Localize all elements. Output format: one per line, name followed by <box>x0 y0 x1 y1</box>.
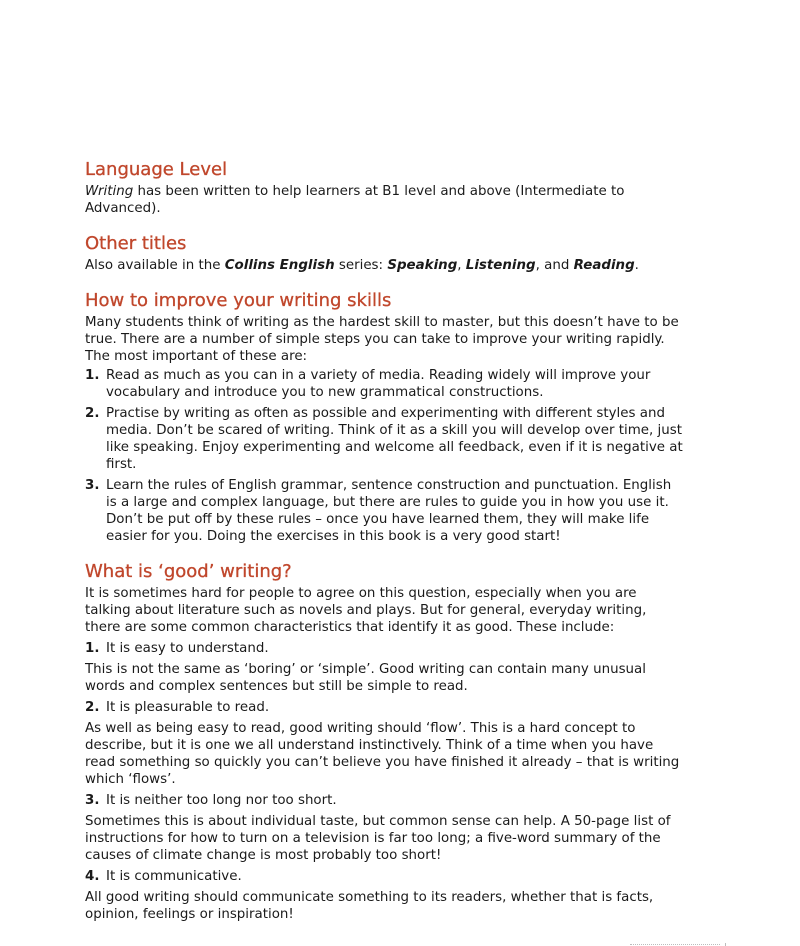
quality-number: 1. <box>85 641 100 656</box>
list-item-number: 3. <box>85 478 100 493</box>
quality-label-text: It is pleasurable to read. <box>106 700 270 715</box>
quality-text: As well as being easy to read, good writing should ‘flow’. This is a hard concept to describe, but it is one we all understand instinctively. Think of a time when you have read something so quickly you can’t believe you have finished it already – that is writing which ‘flows’. <box>85 721 680 787</box>
list-item <box>85 405 685 473</box>
good-writing-section <box>85 560 685 923</box>
quality-text: Sometimes this is about individual taste, but common sense can help. A 50-page list of instructions for how to turn on a television is far too long; a five-word summary of the causes of climate change is most probably too short! <box>85 814 671 863</box>
quality-text: This is not the same as ‘boring’ or ‘simple’. Good writing can contain many unusual words and complex sentences but still be simple to read. <box>85 662 646 694</box>
list-item-number: 2. <box>85 406 100 421</box>
other-titles-end: . <box>634 258 639 273</box>
good-writing-intro: It is sometimes hard for people to agree on this question, especially when you are talking about literature such as novels and plays. But for general, everyday writing, there are some common characteristics that identify it as good. These include: <box>85 586 647 635</box>
language-level-rest: has been written to help learners at B1 level and above (Intermediate to Advanced). <box>85 184 625 216</box>
quality-label <box>85 640 685 657</box>
list-item-number: 1. <box>85 368 100 383</box>
title-reading: Reading <box>573 258 635 273</box>
improve-list <box>85 367 685 545</box>
quality-number: 3. <box>85 793 100 808</box>
list-item-text: Learn the rules of English grammar, sentence construction and punctuation. English is a large and complex language, but there are rules to guide you in how you use it. Don’t be put off by these rules – once you have learned them, they will make life easier for you. Doing the exercises in this book is a very good start! <box>106 478 672 544</box>
title-speaking: Speaking <box>387 258 458 273</box>
quality-label-text: It is neither too long nor too short. <box>106 793 337 808</box>
series-name: Collins English <box>224 258 335 273</box>
improve-section <box>85 289 685 545</box>
language-level-section <box>85 158 685 217</box>
other-titles-mid: series: <box>334 258 388 273</box>
list-item-text: Read as much as you can in a variety of media. Reading widely will improve your vocabulary and introduce you to new grammatical constructions. <box>106 368 651 400</box>
list-item <box>85 477 685 545</box>
page-content <box>85 158 685 938</box>
language-level-heading: Language Level <box>85 159 228 180</box>
other-titles-sep2: , and <box>535 258 574 273</box>
other-titles-section <box>85 232 685 274</box>
good-writing-heading: What is ‘good’ writing? <box>85 561 292 582</box>
footer-dotted-line <box>630 944 720 945</box>
quality-label <box>85 699 685 716</box>
other-titles-heading: Other titles <box>85 233 187 254</box>
quality-label-text: It is easy to understand. <box>106 641 269 656</box>
quality-text: All good writing should communicate something to its readers, whether that is facts, opinion, feelings or inspiration! <box>85 890 654 922</box>
quality-number: 4. <box>85 869 100 884</box>
other-titles-sep1: , <box>457 258 466 273</box>
title-listening: Listening <box>465 258 536 273</box>
other-titles-pre: Also available in the <box>85 258 225 273</box>
language-level-text <box>85 183 685 217</box>
other-titles-text <box>85 257 685 274</box>
quality-label-text: It is communicative. <box>106 869 242 884</box>
improve-heading: How to improve your writing skills <box>85 290 392 311</box>
quality-label <box>85 868 685 885</box>
list-item-text: Practise by writing as often as possible and experimenting with different styles and media. Don’t be scared of writing. Think of it as a skill you will develop over time, just like speaking. Enjoy experimenting and welcome all feedback, even if it is negative at first. <box>106 406 683 472</box>
quality-label <box>85 792 685 809</box>
list-item <box>85 367 685 401</box>
improve-intro: Many students think of writing as the hardest skill to master, but this doesn’t have to be true. There are a number of simple steps you can take to improve your writing rapidly. The most important of these are: <box>85 315 679 364</box>
title-writing: Writing <box>85 184 134 199</box>
quality-number: 2. <box>85 700 100 715</box>
